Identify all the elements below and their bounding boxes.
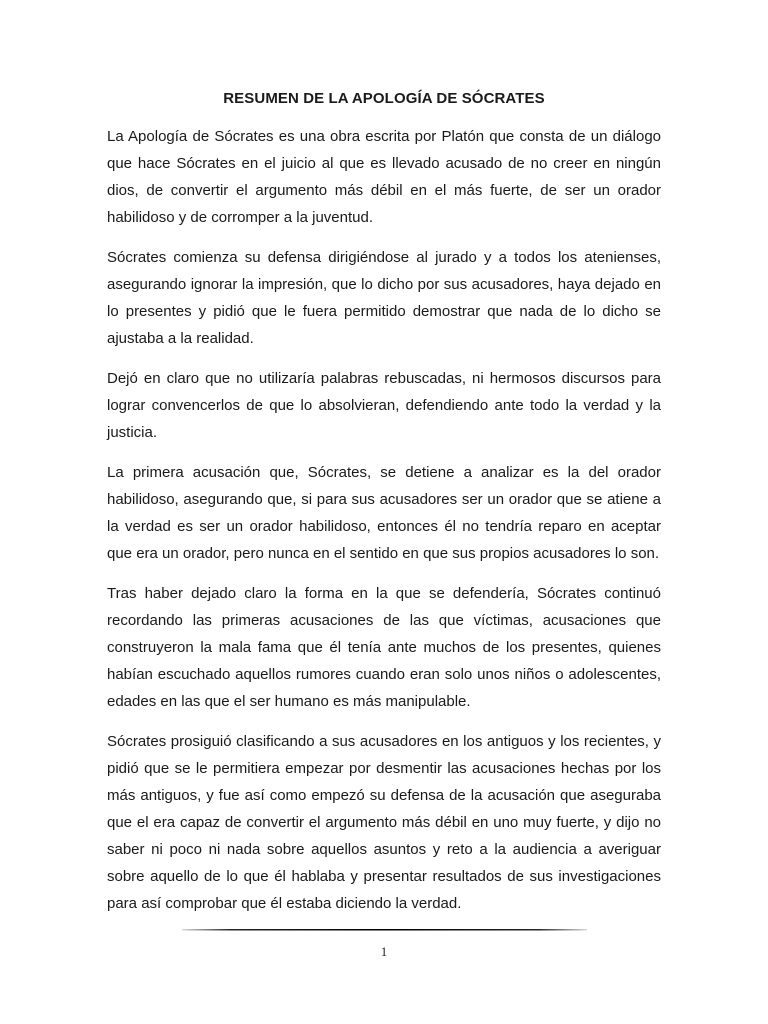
paragraph-1: La Apología de Sócrates es una obra escrita por Platón que consta de un diálogo que hace Sócrates en el juicio al que es llevado acusado de no creer en ningún dios, de convertir el argumento más débil en el más fuerte, de ser un orador habilidoso y de corromper a la juventud. bbox=[107, 128, 661, 226]
paragraph-4: La primera acusación que, Sócrates, se detiene a analizar es la del orador habilidoso, asegurando que, si para sus acusadores ser un orador que se atiene a la verdad es ser un orador habilidoso, entonces él no tendría reparo en aceptar que era un orador, pero nunca en el sentido en que sus propios acusadores lo son. bbox=[107, 464, 661, 562]
paragraph-5: Tras haber dejado claro la forma en la que se defendería, Sócrates continuó recordando las primeras acusaciones de las que víctimas, acusaciones que construyeron la mala fama que él tenía ante muchos de los presentes, quienes habían escuchado aquellos rumores cuando eran solo unos niños o adolescentes, edades en las que el ser humano es más manipulable. bbox=[107, 585, 661, 710]
paragraph-6: Sócrates prosiguió clasificando a sus acusadores en los antiguos y los recientes, y pidió que se le permitiera empezar por desmentir las acusaciones hechas por los más antiguos, y fue así como empezó su defensa de la acusación que aseguraba que el era capaz de convertir el argumento más débil en uno muy fuerte, y dijo no saber ni poco ni nada sobre aquellos asuntos y reto a la audiencia a averiguar sobre aquello de lo que él hablaba y presentar resultados de sus investigaciones para así comprobar que él estaba diciendo la verdad. bbox=[107, 733, 661, 912]
footer-divider-line bbox=[182, 929, 587, 931]
footer-divider bbox=[182, 929, 587, 931]
paragraph-3: Dejó en claro que no utilizaría palabras rebuscadas, ni hermosos discursos para lograr convencerlos de que lo absolvieran, defendiendo ante todo la verdad y la justicia. bbox=[107, 370, 661, 441]
document-body bbox=[107, 123, 661, 930]
document-title: RESUMEN DE LA APOLOGÍA DE SÓCRATES bbox=[223, 90, 545, 107]
page-number: 1 bbox=[380, 944, 388, 959]
paragraph-2: Sócrates comienza su defensa dirigiéndose al jurado y a todos los atenienses, asegurando ignorar la impresión, que lo dicho por sus acusadores, haya dejado en lo presentes y pidió que le fuera permitido demostrar que nada de lo dicho se ajustaba a la realidad. bbox=[107, 249, 661, 347]
